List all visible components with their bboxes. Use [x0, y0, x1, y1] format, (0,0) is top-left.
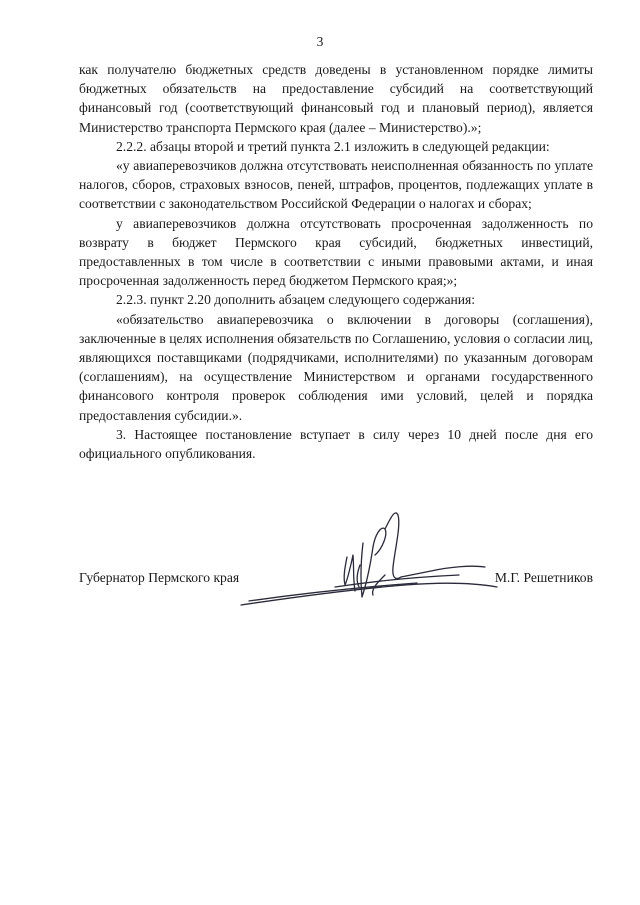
signature-block: [79, 570, 593, 594]
paragraph-overdue-debt: у авиаперевозчиков должна отсутствовать просроченная задолженность по возврату в бюджет Пермского края субсидий, бюджетных инвестиций, предоставленных в том числе в соответствии с иными правовыми актами, и иная просроченная задолженность перед бюджетом Пермского края;»;: [79, 215, 593, 289]
handwritten-signature: [235, 505, 545, 615]
document-body: [79, 60, 593, 463]
paragraph-2-2-3: 2.2.3. пункт 2.20 дополнить абзацем следующего содержания:: [116, 292, 476, 308]
paragraph-obligation: «обязательство авиаперевозчика о включении в договоры (соглашения), заключенные в целях исполнения обязательств по Соглашению, условия о согласии лиц, являющихся поставщиками (подрядчиками, исполнителями) по указанным договорам (соглашениям), на осуществление Министерством и органами государственного финансового контроля проверок соблюдения ими условий, целей и порядка предоставления субсидии.».: [79, 311, 593, 423]
paragraph-effective-date: 3. Настоящее постановление вступает в силу через 10 дней после дня его официального опубликования.: [79, 426, 593, 462]
paragraph-2-2-2: 2.2.2. абзацы второй и третий пункта 2.1 изложить в следующей редакции:: [116, 138, 550, 154]
signatory-name: М.Г. Решетников: [494, 570, 593, 585]
signatory-position: Губернатор Пермского края: [79, 570, 240, 585]
paragraph-tax-obligation: «у авиаперевозчиков должна отсутствовать неисполненная обязанность по уплате налогов, сборов, страховых взносов, пеней, штрафов, процентов, подлежащих уплате в соответствии с законодательством Российской Федерации о налогах и сборах;: [79, 158, 593, 212]
page-number: 3: [316, 34, 324, 49]
paragraph-continuation: как получателю бюджетных средств доведены в установленном порядке лимиты бюджетных обязательств на предоставление субсидий на соответствующий финансовый год (соответствующий финансовый год и плановый период), является Министерство транспорта Пермского края (далее – Министерство).»;: [79, 62, 593, 135]
